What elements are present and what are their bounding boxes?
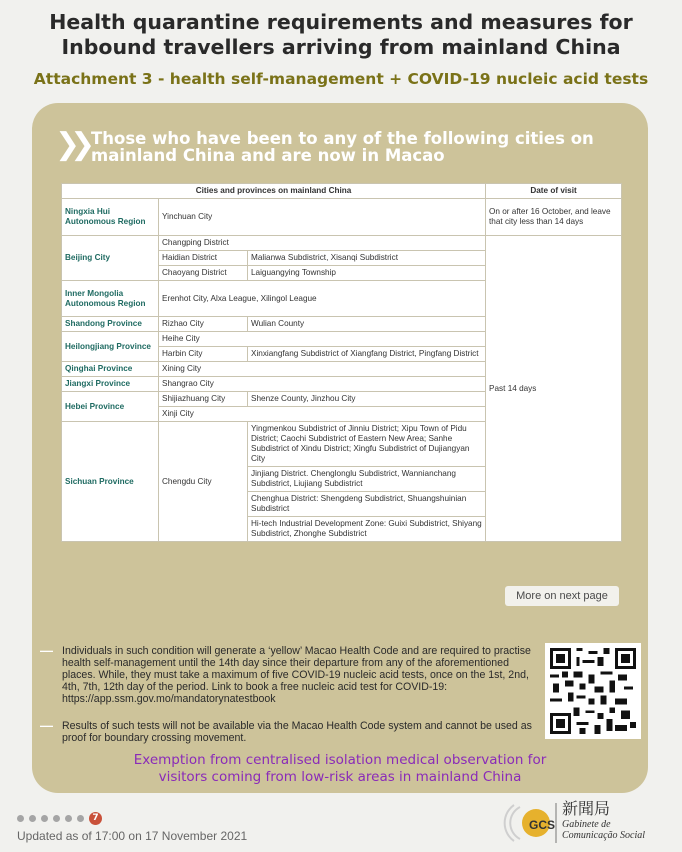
bullet-item xyxy=(40,720,540,744)
double-chevron-icon: ❯❯ xyxy=(55,127,86,162)
subdistrict-cell: Wulian County xyxy=(248,317,486,332)
region-cell: Sichuan Province xyxy=(62,422,159,542)
subdistrict-cell: Yingmenkou Subdistrict of Jinniu District; Xipu Town of Pidu District; Caochi Subdistrict of Eastern New Area; Sanhe Subdistrict of Xindu District; Xingfu Subdistrict of Dujiangyan City xyxy=(248,422,486,467)
qr-code-icon[interactable] xyxy=(545,643,641,739)
subdistrict-cell: Chenghua District: Shengdeng Subdistrict, Shuangshuinian Subdistrict xyxy=(248,492,486,517)
page-dot[interactable] xyxy=(77,815,84,822)
city-cell: Xining City xyxy=(159,362,486,377)
city-cell: Erenhot City, Alxa League, Xilingol League xyxy=(159,281,486,317)
district-cell: Haidian District xyxy=(159,251,248,266)
dash-icon: — xyxy=(40,718,53,733)
region-cell: Shandong Province xyxy=(62,317,159,332)
logo-portuguese-line1: Gabinete de xyxy=(562,819,611,830)
subdistrict-cell: Xinxiangfang Subdistrict of Xiangfang District, Pingfang District xyxy=(248,347,486,362)
page-indicator xyxy=(17,812,102,825)
table-row xyxy=(62,236,622,251)
table-row xyxy=(62,199,622,236)
logo-letters: GCS xyxy=(529,818,556,832)
date-cell: Past 14 days xyxy=(486,236,622,542)
page-dot[interactable] xyxy=(17,815,24,822)
gcs-logo-icon xyxy=(502,799,682,849)
subdistrict-cell: Jinjiang District. Chenglonglu Subdistrict, Wannianchang Subdistrict, Liujiang Subdistrict xyxy=(248,467,486,492)
city-cell: Chengdu City xyxy=(159,422,248,542)
region-cell: Beijing City xyxy=(62,236,159,281)
subdistrict-cell: Laiguangying Township xyxy=(248,266,486,281)
subdistrict-cell: Shenze County, Jinzhou City xyxy=(248,392,486,407)
bullet-text: Results of such tests will not be available via the Macao Health Code system and cannot be used as proof for boundary crossing movement. xyxy=(62,720,532,744)
page-dot[interactable] xyxy=(29,815,36,822)
logo-chinese: 新聞局 xyxy=(562,801,611,818)
subdistrict-cell: Malianwa Subdistrict, Xisanqi Subdistrict xyxy=(248,251,486,266)
page-title: Health quarantine requirements and measures for Inbound travellers arriving from mainland China xyxy=(49,10,633,59)
col-header-date: Date of visit xyxy=(486,184,622,199)
city-cell: Rizhao City xyxy=(159,317,248,332)
page-subtitle: Attachment 3 - health self-management + COVID-19 nucleic acid tests xyxy=(33,70,649,88)
page-dot[interactable] xyxy=(41,815,48,822)
logo-mark xyxy=(502,799,560,847)
region-cell: Ningxia Hui Autonomous Region xyxy=(62,199,159,236)
cities-table xyxy=(61,183,622,542)
city-cell: Shangrao City xyxy=(159,377,486,392)
page-dot[interactable] xyxy=(53,815,60,822)
dash-icon: — xyxy=(40,643,53,658)
city-cell: Yinchuan City xyxy=(159,199,486,236)
bullet-item xyxy=(40,645,540,705)
region-cell: Jiangxi Province xyxy=(62,377,159,392)
region-cell: Inner Mongolia Autonomous Region xyxy=(62,281,159,317)
city-cell: Xinji City xyxy=(159,407,486,422)
city-cell: Harbin City xyxy=(159,347,248,362)
city-cell: Heihe City xyxy=(159,332,486,347)
updated-timestamp: Updated as of 17:00 on 17 November 2021 xyxy=(17,829,248,843)
table-header-row xyxy=(62,184,622,199)
logo-portuguese-line2: Comunicação Social xyxy=(562,830,646,841)
district-cell: Chaoyang District xyxy=(159,266,248,281)
region-cell: Heilongjiang Province xyxy=(62,332,159,362)
page-dot[interactable] xyxy=(65,815,72,822)
city-cell: Changping District xyxy=(159,236,486,251)
city-cell: Shijiazhuang City xyxy=(159,392,248,407)
panel-heading: ❯❯ Those who have been to any of the following cities on mainland China and are now in Macao xyxy=(55,127,594,165)
col-header-cities: Cities and provinces on mainland China xyxy=(62,184,486,199)
region-cell: Hebei Province xyxy=(62,392,159,422)
date-cell: On or after 16 October, and leave that city less than 14 days xyxy=(486,199,622,236)
exemption-link[interactable]: Exemption from centralised isolation medical observation for visitors coming from low-risk areas in mainland China xyxy=(133,752,547,785)
bullet-text: Individuals in such condition will generate a ‘yellow’ Macao Health Code and are required to practise health self-management until the 14th day since their departure from any of the aforementioned places. While, they must take a maximum of five COVID-19 nucleic acid tests, once on the 1st, 2nd, 4th, 7th, 12th day of the period. Link to book a free nucleic acid test for COVID-19: https://app.ssm.gov.mo/mandatorynatestbook xyxy=(62,645,531,705)
more-on-next-page-button[interactable]: More on next page xyxy=(505,586,619,606)
cities-table-wrapper xyxy=(61,183,621,542)
current-page-badge: 7 xyxy=(89,812,102,825)
subdistrict-cell: Hi-tech Industrial Development Zone: Guixi Subdistrict, Shiyang Subdistrict, Zhonghe Subdistrict xyxy=(248,517,486,542)
region-cell: Qinghai Province xyxy=(62,362,159,377)
